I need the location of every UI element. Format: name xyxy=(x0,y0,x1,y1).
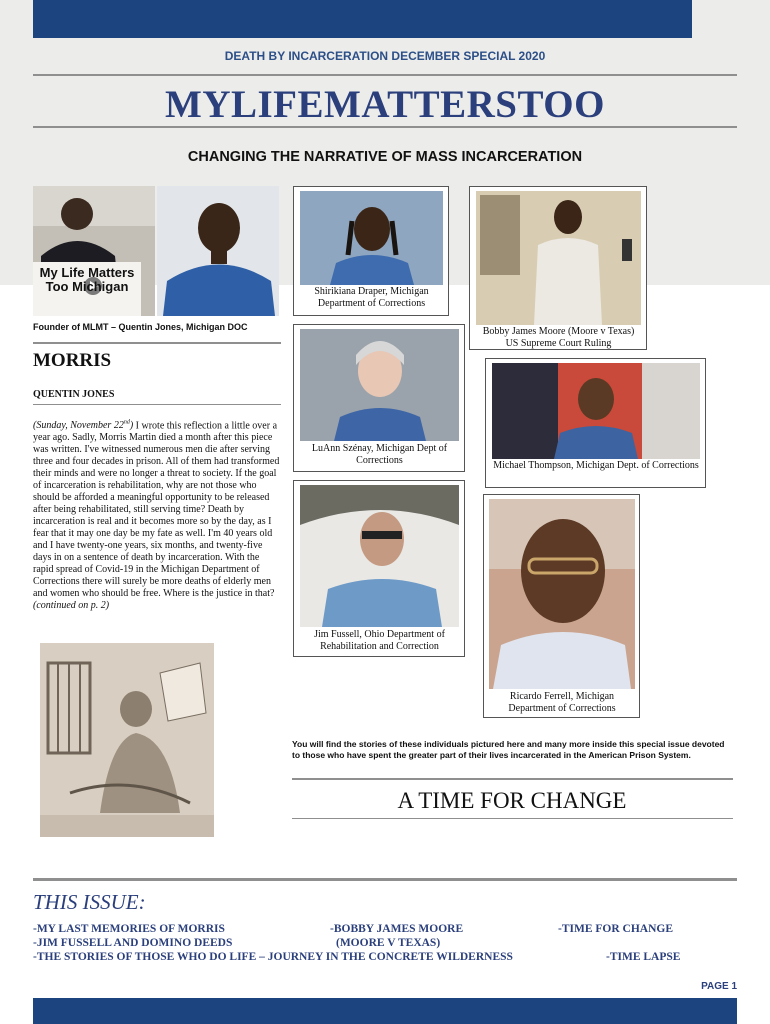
draper-caption: Shirikiana Draper, Michigan Department of Corrections xyxy=(314,286,429,309)
toc-item[interactable]: -JIM FUSSELL AND DOMINO DEEDS xyxy=(33,937,233,949)
divider xyxy=(292,818,733,819)
thompson-photo xyxy=(492,363,700,459)
thompson-caption: Michael Thompson, Michigan Dept. of Corrections xyxy=(493,460,699,471)
founder-caption: Founder of MLMT – Quentin Jones, Michigan DOC xyxy=(33,322,248,332)
moore-caption: Bobby James Moore (Moore v Texas) US Supreme Court Ruling xyxy=(482,326,635,349)
draper-photo xyxy=(300,191,443,285)
fussell-photo-frame xyxy=(293,480,465,657)
toc-item[interactable]: -TIME FOR CHANGE xyxy=(558,923,673,935)
newsletter-subtitle: CHANGING THE NARRATIVE OF MASS INCARCERATION xyxy=(187,149,583,165)
this-issue-heading: THIS ISSUE: xyxy=(33,890,146,914)
divider xyxy=(292,778,733,780)
divider xyxy=(33,74,737,76)
article-heading: MORRIS xyxy=(33,350,112,371)
divider xyxy=(33,126,737,128)
issue-line: DEATH BY INCARCERATION DECEMBER SPECIAL 2020 xyxy=(224,49,546,63)
newsletter-title: MYLIFEMATTERSTOO xyxy=(165,83,605,126)
prison-sketch-artwork xyxy=(40,643,214,837)
ferrell-photo xyxy=(489,499,635,689)
continued-note: (continued on p. 2) xyxy=(33,600,110,612)
article-author: QUENTIN JONES xyxy=(33,389,115,400)
fussell-caption: Jim Fussell, Ohio Department of Rehabilitation and Correction xyxy=(314,629,445,652)
draper-photo-frame xyxy=(293,186,449,316)
article-date: (Sunday, November 22nd) xyxy=(33,420,134,432)
top-bar xyxy=(33,0,692,38)
toc-item[interactable]: -MY LAST MEMORIES OF MORRIS xyxy=(33,923,225,935)
toc-item: (MOORE V TEXAS) xyxy=(336,937,441,949)
fussell-photo xyxy=(300,485,459,627)
founder-photo-portrait xyxy=(157,186,279,316)
toc-item[interactable]: -THE STORIES OF THOSE WHO DO LIFE – JOURNEY IN THE CONCRETE WILDERNESS xyxy=(33,951,513,963)
sign-text: My Life Matters Too Michigan xyxy=(39,265,135,294)
time-for-change-heading: A TIME FOR CHANGE xyxy=(397,788,627,813)
moore-photo-frame xyxy=(469,186,647,350)
article-text: I wrote this reflection a little over a year ago. Sadly, Morris Martin died a month after this piece was written. I've witnessed numerous men die after serving three and four decades in prison. All of them had transformed their minds and were no longer a threat to society. If the goal of incarceration is rehabilitation, why are not those who should be afforded a meaningful opportunity to be released after being rehabilitated, still serving time? Death by incarceration is real and it becomes more so by the day, as I fear that it may one day be my fate as well. I'm 40 years old and I have twenty-one years, six months, and twenty-five days in on a sentence of death by incarceration. With the rapid spread of Covid-19 in the Michigan Department of Corrections there will surely be more deaths of elderly men and women who should be free. Where is the justice in that? xyxy=(33,420,280,600)
toc-item[interactable]: -BOBBY JAMES MOORE xyxy=(330,923,464,935)
szenay-photo-frame xyxy=(293,324,465,472)
szenay-photo xyxy=(300,329,459,441)
szenay-caption: LuAnn Szénay, Michigan Dept of Corrections xyxy=(311,443,448,466)
stories-note: You will find the stories of these individuals pictured here and many more inside this special issue devoted to those who have spent the greater part of their lives incarcerated in the American Prison System. xyxy=(292,739,725,760)
founder-photo-sign xyxy=(33,186,155,316)
page-number: PAGE 1 xyxy=(701,981,737,992)
ferrell-photo-frame xyxy=(483,494,640,718)
moore-photo xyxy=(476,191,641,325)
divider xyxy=(33,878,737,881)
divider xyxy=(33,342,281,344)
ferrell-caption: Ricardo Ferrell, Michigan Department of Corrections xyxy=(508,691,616,714)
divider xyxy=(33,404,281,405)
article-body xyxy=(33,417,281,612)
bottom-bar xyxy=(33,998,737,1024)
thompson-photo-frame xyxy=(485,358,706,488)
toc-item[interactable]: -TIME LAPSE xyxy=(606,951,681,963)
